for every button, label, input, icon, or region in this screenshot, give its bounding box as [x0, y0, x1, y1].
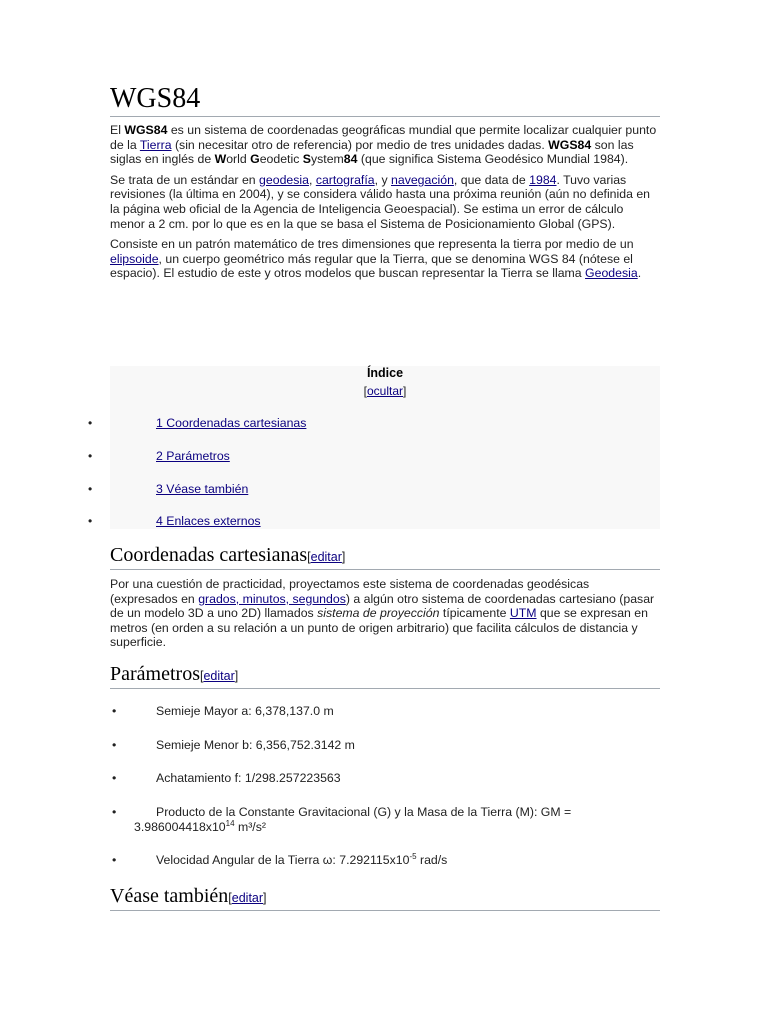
edit-section	[228, 891, 266, 905]
section-parametros	[110, 662, 660, 689]
intro-paragraph-2	[110, 173, 660, 231]
text: ,	[308, 172, 316, 187]
toc-title: Índice	[366, 366, 404, 380]
link-geodesia-2[interactable]: Geodesia	[585, 266, 638, 281]
text: .	[637, 266, 642, 281]
text: son las siglas en inglés de	[110, 137, 634, 167]
bullet-icon: •	[112, 738, 117, 752]
section-heading	[110, 662, 660, 689]
edit-link[interactable]: editar	[231, 891, 264, 905]
page-title: WGS84	[110, 82, 660, 117]
text: ystem	[310, 152, 344, 167]
bracket: ]	[403, 384, 407, 398]
bracket: [	[363, 384, 367, 398]
text: Consiste en un patrón matemático de tres dimensiones que representa la tierra por medio de un	[110, 237, 634, 252]
text: , y	[374, 172, 392, 187]
italic-term: sistema de proyección	[317, 606, 440, 621]
section-coordenadas	[110, 543, 660, 650]
link-elipsoide[interactable]: elipsoide	[110, 251, 159, 266]
coordenadas-paragraph	[110, 577, 660, 650]
text: típicamente	[439, 606, 510, 621]
section-heading	[110, 884, 660, 911]
param-achatamiento: Achatamiento f: 1/298.257223563	[156, 771, 341, 785]
bold-term: WGS84	[548, 137, 592, 152]
text: que se expresan en metros (en orden a su relación a un punto de origen arbitrario) que facilita cálculos de distancia y superficie.	[110, 606, 648, 650]
bullet-icon: •	[112, 771, 117, 785]
bold-number: 84	[343, 152, 358, 167]
text: 3.986004418x10	[134, 820, 226, 834]
link-geodesia[interactable]: geodesia	[259, 172, 309, 187]
bullet-icon: •	[112, 805, 117, 819]
text: , que data de	[453, 172, 530, 187]
param-semieje-mayor: Semieje Mayor a: 6,378,137.0 m	[156, 704, 334, 718]
link-navegacion[interactable]: navegación	[391, 172, 454, 187]
text: El	[110, 123, 125, 137]
edit-link[interactable]: editar	[203, 669, 235, 683]
section-heading	[110, 543, 660, 570]
edit-section	[200, 669, 238, 683]
edit-link[interactable]: editar	[310, 550, 342, 564]
text: orld	[226, 152, 251, 167]
bracket: ]	[341, 550, 346, 564]
heading-text: Parámetros	[110, 663, 200, 685]
text: es un sistema de coordenadas geográficas mundial que permite localizar cualquier punto de la	[110, 123, 657, 152]
bold-term: WGS84	[124, 123, 168, 137]
bracket: [	[228, 891, 232, 905]
table-of-contents	[110, 366, 660, 529]
link-tierra[interactable]: Tierra	[139, 137, 172, 152]
bold-letter: W	[214, 152, 227, 167]
toc-hide-link[interactable]: ocultar	[366, 384, 404, 398]
toc-link-enlaces[interactable]: 4 Enlaces externos	[156, 514, 261, 528]
superscript: -5	[409, 852, 417, 861]
bracket: [	[307, 550, 311, 564]
text: m³/s²	[234, 820, 266, 834]
toc-link-parametros[interactable]: 2 Parámetros	[156, 449, 230, 463]
text: ) a algún otro sistema de coordenadas cartesiano (pasar de un modelo 3D a uno 2D) llamados	[110, 591, 655, 621]
bullet-icon: •	[112, 853, 117, 867]
text: rad/s	[416, 853, 448, 867]
param-omega	[156, 853, 447, 868]
bracket: [	[199, 669, 204, 683]
text: eodetic	[259, 152, 303, 167]
link-grados[interactable]: grados, minutos, segundos	[198, 591, 346, 606]
text: . Tuvo varias revisiones (la última en 2004), y se considera válido hasta una próxima reunión (aún no definida en la página web oficial de la Agencia de Inteligencia Geoespacial). Se estima un error de cálculo menor a 2 cm. por lo que es en la que se basa el Sistema de Posicionamiento Global (GPS).	[110, 172, 651, 231]
link-cartografia[interactable]: cartografía	[315, 172, 375, 187]
param-gm-line-1: Producto de la Constante Gravitacional (G) y la Masa de la Tierra (M): GM =	[156, 805, 572, 819]
bullet-icon: •	[112, 704, 117, 718]
bullet-icon: •	[88, 482, 93, 496]
bold-letter: S	[302, 152, 311, 167]
text: (sin necesitar otro de referencia) por medio de tres unidades dadas.	[171, 137, 549, 152]
link-utm[interactable]: UTM	[509, 606, 537, 621]
text: Por una cuestión de practicidad, proyectamos este sistema de coordenadas geodésicas (expresados en	[110, 577, 590, 606]
text: Velocidad Angular de la Tierra ω: 7.292115x10	[156, 853, 410, 867]
param-gm-line-2	[134, 820, 266, 835]
text: (que significa Sistema Geodésico Mundial 1984).	[357, 152, 629, 167]
bullet-icon: •	[88, 416, 93, 430]
intro-paragraph-3	[110, 237, 660, 281]
heading-text: Coordenadas cartesianas	[110, 544, 308, 566]
link-1984[interactable]: 1984	[529, 172, 557, 187]
intro-paragraph-1	[110, 123, 660, 167]
article-intro	[110, 82, 660, 281]
bracket: ]	[234, 669, 239, 683]
superscript: 14	[225, 819, 235, 828]
section-vease	[110, 884, 660, 911]
heading-text: Véase también	[110, 885, 229, 907]
toc-link-vease[interactable]: 3 Véase también	[156, 482, 249, 496]
toc-link-coordenadas[interactable]: 1 Coordenadas cartesianas	[156, 416, 307, 430]
bracket: ]	[263, 891, 267, 905]
edit-section	[307, 550, 345, 564]
bullet-icon: •	[88, 514, 93, 528]
param-semieje-menor: Semieje Menor b: 6,356,752.3142 m	[156, 738, 355, 752]
text: , un cuerpo geométrico más regular que la Tierra, que se denomina WGS 84 (nótese el espacio). El estudio de este y otros modelos que buscan representar la Tierra se llama	[110, 251, 633, 281]
toc-toggle	[110, 384, 660, 398]
bullet-icon: •	[88, 449, 93, 463]
bold-letter: G	[250, 152, 260, 167]
text: Se trata de un estándar en	[110, 172, 260, 187]
